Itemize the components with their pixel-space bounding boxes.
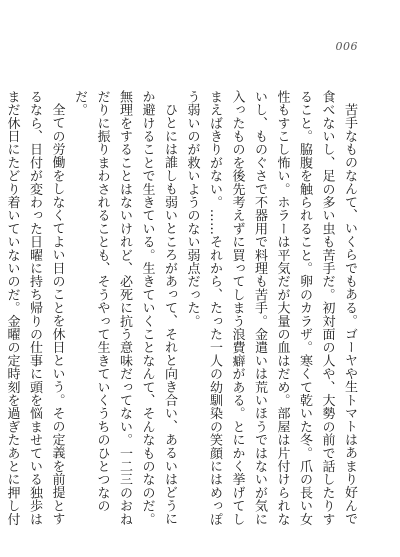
paragraph-1: 苦手なものなんて、いくらでもある。ゴーヤや生トマトはあまり好んで食べないし、足の多い虫も苦手だ。初対面の人や、大勢の前で話したりすること。脇腹を触られること。卵のカラザ。寒くて乾いた冬。爪の長い女性もすこし怖い。ホラーは平気だが大量の血はだめ。部屋は片付けられないし、ものぐさで不器用で料理も苦手。金遣いは荒いほうではないが気に入ったものを後先考えずに買ってしまう浪費癖がある。とにかく挙げてしまえばきりがない。……それから、たった一人の幼馴染の笑顔にはめっぽう弱いのが救いようのない弱点だった。 <box>184 90 357 526</box>
paragraph-2: ひとには誰しも弱いところがあって、それと向き合い、あるいはどうにか避けることで生きている。生きていくことなんて、そんなものなのだ。無理をすることはないけれど、必死に抗う意味だってない。一二三のおねだりに振りまわされることも、そうやって生きていくうちのひとつなのだ。 <box>72 90 177 526</box>
body-text <box>4 90 360 530</box>
paragraph-3: 全ての労働をしなくてよい日のことを休日という。その定義を前提とするなら、日付が変わった日曜に持ち帰りの仕事に頭を悩ませている独歩はまだ休日にたどり着いていないのだ。金曜の定時刻を過ぎたあとに押し付 <box>4 90 65 526</box>
page-number: 006 <box>335 40 358 53</box>
